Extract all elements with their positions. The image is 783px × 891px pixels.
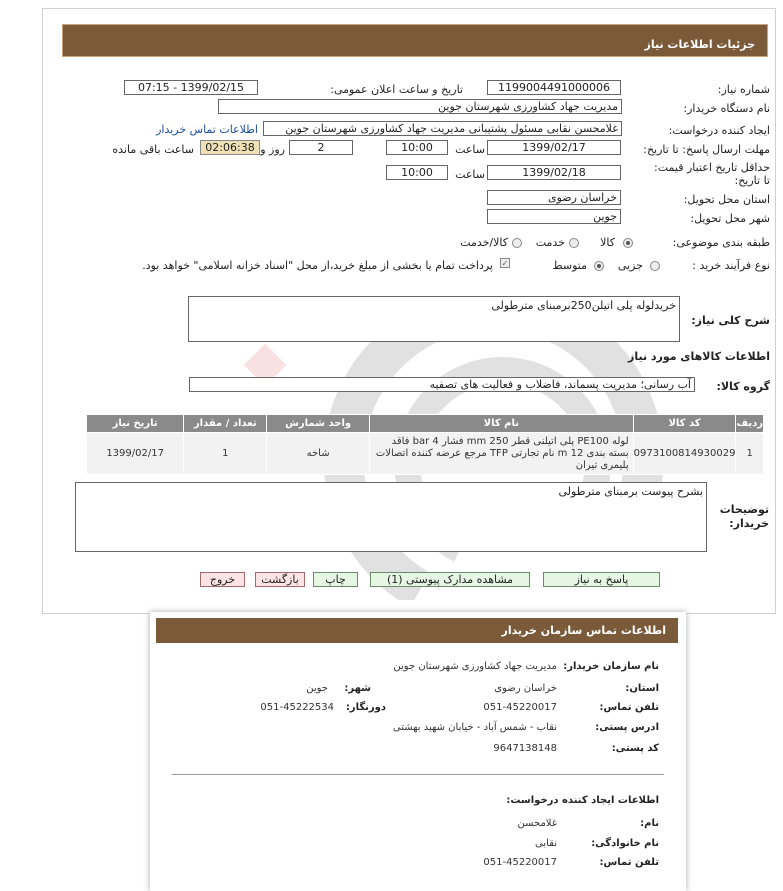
table-row[interactable] <box>87 433 764 475</box>
province-label: استان محل تحویل: <box>683 193 770 206</box>
city-label: شهر محل تحویل: <box>690 212 770 225</box>
col-row: ردیف <box>736 415 764 433</box>
creator-phone: 051-45220017 <box>483 857 557 868</box>
need-number-label: شماره نیاز: <box>717 83 770 96</box>
contact-city: جوین <box>306 683 328 694</box>
need-number-field: 1199004491000006 <box>487 80 621 95</box>
deadline-time-label: ساعت <box>455 143 485 156</box>
view-docs-button[interactable]: مشاهده مدارک پیوستی (1) <box>370 572 530 587</box>
remaining-label: ساعت باقی مانده <box>112 143 194 156</box>
back-button[interactable]: بازگشت <box>255 572 305 587</box>
reply-button[interactable]: پاسخ به نیاز <box>543 572 660 587</box>
contact-org: مدیریت جهاد کشاورزی شهرستان جوین <box>393 661 557 672</box>
contact-postal: 9647138148 <box>493 743 557 754</box>
col-code: کد کالا <box>633 415 736 433</box>
payment-note: پرداخت تمام یا بخشی از مبلغ خرید،از محل "اسناد خزانه اسلامی" خواهد بود. <box>142 259 493 272</box>
divider <box>172 774 664 775</box>
page-title: جزئیات اطلاعات نیاز <box>62 24 768 57</box>
deadline-label: مهلت ارسال پاسخ: تا تاریخ: <box>643 143 770 156</box>
cell-date: 1399/02/17 <box>87 433 184 475</box>
province-field: خراسان رضوی <box>487 190 621 205</box>
creator-family-label: نام خانوادگی: <box>591 838 659 849</box>
category-radio-goods[interactable] <box>623 238 633 248</box>
creator-label: ایجاد کننده درخواست: <box>668 124 770 137</box>
validity-time-field: 10:00 <box>386 165 448 180</box>
buyer-org-label: نام دستگاه خریدار: <box>683 102 770 115</box>
category-radio-both[interactable] <box>512 238 522 248</box>
table-header-row <box>87 415 764 433</box>
announce-field: 1399/02/15 - 07:15 <box>124 80 258 95</box>
goods-group-field: آب رسانی؛ مدیریت پسماند، فاضلاب و فعالیت های تصفیه <box>189 377 695 392</box>
category-both-label: کالا/خدمت <box>460 236 508 249</box>
buyer-notes-label: توضیحات خریدار: <box>719 503 769 530</box>
contact-province: خراسان رضوی <box>494 683 557 694</box>
days-label: روز و <box>260 143 285 156</box>
contact-province-label: استان: <box>625 683 659 694</box>
summary-label: شرح کلی نیاز: <box>691 314 770 327</box>
contact-address: نقاب - شمس آباد - خیابان شهید بهشتی <box>392 722 557 733</box>
category-label: طبقه بندی موضوعی: <box>672 236 770 249</box>
validity-label: حداقل تاریخ اعتبار قیمت: تا تاریخ: <box>654 161 770 187</box>
validity-time-label: ساعت <box>455 168 485 181</box>
cell-unit: شاخه <box>267 433 370 475</box>
creator-name-label: نام: <box>640 818 659 829</box>
cell-name: لوله PE100 پلی اتیلنی قطر 250 mm فشار 4 bar فاقد بسته بندی 12 m نام تجارتی TFP مرجع عرضه کننده اتصالات پلیمری تیران <box>370 433 634 475</box>
announce-label: تاریخ و ساعت اعلان عمومی: <box>330 83 463 96</box>
creator-field: غلامحسن نقابی مسئول پشتیبانی مدیریت جهاد کشاورزی شهرستان جوین <box>263 121 622 136</box>
contact-fax: 051-45222534 <box>260 702 334 713</box>
category-service-label: خدمت <box>535 236 565 249</box>
col-qty: تعداد / مقدار <box>184 415 267 433</box>
buyer-org-field: مدیریت جهاد کشاورزی شهرستان جوین <box>218 99 622 114</box>
col-unit: واحد شمارش <box>267 415 370 433</box>
contact-postal-label: کد پستی: <box>611 743 659 754</box>
creator-phone-label: تلفن تماس: <box>599 857 659 868</box>
cell-row: 1 <box>736 433 764 475</box>
items-table <box>86 414 764 475</box>
city-field: جوین <box>487 209 621 224</box>
deadline-date-field: 1399/02/17 <box>487 140 621 155</box>
contact-city-label: شهر: <box>344 683 371 694</box>
creator-info-title: اطلاعات ایجاد کننده درخواست: <box>506 795 659 806</box>
payment-checkbox[interactable]: ✓ <box>501 259 509 268</box>
contact-fax-label: دورنگار: <box>345 702 386 713</box>
process-radio-medium[interactable] <box>594 261 604 271</box>
process-label: نوع فرآیند خرید : <box>692 259 770 272</box>
remaining-time: 02:06:38 <box>200 140 260 155</box>
col-name: نام کالا <box>370 415 634 433</box>
contact-phone: 051-45220017 <box>483 702 557 713</box>
contact-card-title: اطلاعات تماس سازمان خریدار <box>156 618 678 643</box>
contact-address-label: ادرس پستی: <box>595 722 659 733</box>
buyer-notes-textarea[interactable]: بشرح پیوست برمبنای مترطولی <box>75 482 707 552</box>
creator-family: نقابی <box>534 838 557 849</box>
buyer-contact-link[interactable]: اطلاعات تماس خریدار <box>156 123 258 136</box>
col-date: تاریخ نیاز <box>87 415 184 433</box>
category-goods-label: کالا <box>600 236 615 249</box>
goods-group-label: گروه کالا: <box>716 380 770 393</box>
exit-button[interactable]: خروج <box>200 572 245 587</box>
cell-qty: 1 <box>184 433 267 475</box>
contact-card <box>150 612 686 891</box>
goods-info-title: اطلاعات کالاهای مورد نیاز <box>628 350 770 363</box>
print-button[interactable]: چاپ <box>313 572 358 587</box>
summary-textarea[interactable]: خریدلوله پلی اتیلن250برمبنای مترطولی <box>188 296 680 342</box>
contact-org-label: نام سازمان خریدار: <box>563 661 659 672</box>
validity-date-field: 1399/02/18 <box>487 165 621 180</box>
process-radio-minor[interactable] <box>650 261 660 271</box>
category-radio-service[interactable] <box>569 238 579 248</box>
process-medium-label: متوسط <box>552 259 587 272</box>
process-minor-label: جزیی <box>617 259 643 272</box>
contact-phone-label: تلفن تماس: <box>599 702 659 713</box>
creator-name: غلامحسن <box>517 818 557 829</box>
days-field: 2 <box>289 140 353 155</box>
cell-code: 0973100814930029 <box>633 433 736 475</box>
deadline-time-field: 10:00 <box>386 140 448 155</box>
